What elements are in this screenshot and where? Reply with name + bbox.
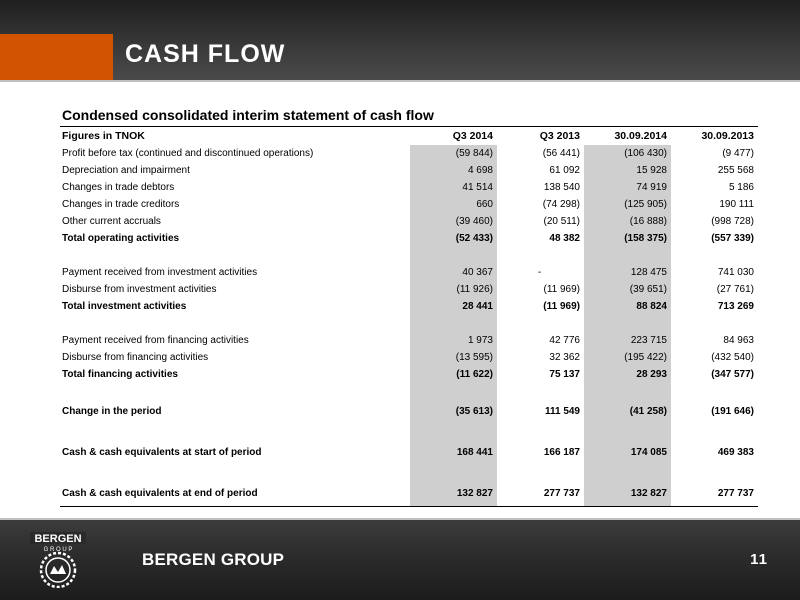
- cell-ytd-2013: 5 186: [728, 182, 754, 193]
- cash-flow-table: [60, 127, 758, 507]
- cell-ytd-2013: (347 577): [711, 369, 754, 380]
- header-accent-block: [0, 34, 113, 80]
- cell-ytd-2013: (191 646): [711, 406, 754, 417]
- cell-q3-2014: (13 595): [410, 349, 497, 366]
- spacer-row: [60, 424, 758, 441]
- cell-q3-2014: (59 844): [410, 145, 497, 162]
- header-divider: [0, 80, 800, 82]
- spacer-row: [60, 315, 758, 332]
- table-row: [60, 145, 758, 162]
- row-label: Change in the period: [62, 406, 162, 417]
- cell-ytd-2013: 713 269: [717, 301, 754, 312]
- cell-q3-2014: 168 441: [410, 441, 497, 465]
- table-row: [60, 179, 758, 196]
- cell-ytd-2014: (125 905): [584, 196, 671, 213]
- cell-q3-2014: (52 433): [410, 230, 497, 247]
- table-row: [60, 162, 758, 179]
- cell-ytd-2014: 74 919: [584, 179, 671, 196]
- row-label: Total operating activities: [62, 233, 180, 244]
- cell-ytd-2013: (998 728): [711, 216, 754, 227]
- cell-q3-2014: 40 367: [410, 264, 497, 281]
- cell-q3-2014: 41 514: [410, 179, 497, 196]
- cell-q3-2014: (35 613): [410, 400, 497, 424]
- table-row: [60, 349, 758, 366]
- cell-q3-2013: 277 737: [497, 482, 584, 507]
- row-label: Payment received from investment activities: [62, 267, 258, 278]
- cell-q3-2014: 28 441: [410, 298, 497, 315]
- cell-q3-2013: 166 187: [543, 447, 580, 458]
- page-number: 11: [750, 551, 768, 568]
- cell-q3-2013: (11 969): [543, 301, 580, 312]
- table-header-row: [60, 127, 758, 145]
- table-row: [60, 264, 758, 281]
- table-row: [60, 213, 758, 230]
- end-cash-row: [60, 482, 758, 507]
- spacer-row: [60, 247, 758, 264]
- cell-q3-2014: (11 622): [410, 366, 497, 383]
- row-label: Changes in trade debtors: [62, 182, 175, 193]
- cell-q3-2014: (11 926): [410, 281, 497, 298]
- brand-name: BERGEN GROUP: [142, 550, 285, 569]
- column-header-ytd-2014: 30.09.2014: [614, 129, 667, 142]
- cell-ytd-2014: (41 258): [584, 400, 671, 424]
- cell-ytd-2013: 277 737: [671, 482, 758, 507]
- table-row: [60, 332, 758, 349]
- cell-ytd-2013: (432 540): [711, 352, 754, 363]
- cell-ytd-2014: 223 715: [584, 332, 671, 349]
- spacer-row: [60, 383, 758, 400]
- table-row: [60, 196, 758, 213]
- column-header-ytd-2013: 30.09.2013: [701, 129, 754, 142]
- row-label: Depreciation and impairment: [62, 165, 190, 176]
- cell-ytd-2014: 28 293: [584, 366, 671, 383]
- cell-ytd-2014: (16 888): [584, 213, 671, 230]
- cell-q3-2014: (39 460): [410, 213, 497, 230]
- cell-ytd-2014: 174 085: [584, 441, 671, 465]
- column-header-q3-2013: Q3 2013: [539, 129, 580, 142]
- row-label: Total investment activities: [62, 301, 187, 312]
- cell-q3-2013: 61 092: [549, 165, 580, 176]
- cell-q3-2013: 111 549: [544, 406, 580, 417]
- cell-ytd-2014: 15 928: [584, 162, 671, 179]
- cell-q3-2013: (74 298): [542, 199, 580, 210]
- row-label: Total financing activities: [62, 369, 178, 380]
- spacer-row: [60, 465, 758, 482]
- total-row-financing: [60, 366, 758, 383]
- cell-ytd-2013: 255 568: [717, 165, 754, 176]
- cell-q3-2013: 48 382: [549, 233, 580, 244]
- column-header-q3-2014: Q3 2014: [452, 129, 493, 142]
- column-header-figures: Figures in TNOK: [62, 129, 145, 142]
- cell-ytd-2013: (27 761): [716, 284, 754, 295]
- row-label: Disburse from financing activities: [62, 352, 209, 363]
- cell-q3-2014: 660: [410, 196, 497, 213]
- cell-q3-2013: 32 362: [549, 352, 580, 363]
- cell-q3-2013: 138 540: [543, 182, 580, 193]
- start-cash-row: [60, 441, 758, 465]
- logo-text: BERGEN: [34, 533, 82, 545]
- row-label: Profit before tax (continued and discontinued operations): [62, 148, 314, 159]
- cell-ytd-2013: 741 030: [717, 267, 754, 278]
- table-title: Condensed consolidated interim statement of cash flow: [60, 104, 758, 127]
- cell-q3-2014: 4 698: [410, 162, 497, 179]
- total-row-operating: [60, 230, 758, 247]
- cell-ytd-2014: (158 375): [584, 230, 671, 247]
- bergen-group-logo-icon: [28, 530, 88, 588]
- row-label: Other current accruals: [62, 216, 161, 227]
- cell-ytd-2014: 88 824: [584, 298, 671, 315]
- cash-flow-statement: [60, 104, 758, 507]
- cell-q3-2013: (56 441): [542, 148, 580, 159]
- total-row-investment: [60, 298, 758, 315]
- cell-q3-2013: 42 776: [549, 335, 580, 346]
- cell-ytd-2014: 128 475: [584, 264, 671, 281]
- cell-ytd-2014: (106 430): [584, 145, 671, 162]
- footer-bar: [0, 520, 800, 600]
- row-label: Cash & cash equivalents at start of period: [62, 447, 262, 458]
- header-bar: [0, 0, 800, 80]
- cell-ytd-2013: 84 963: [723, 335, 754, 346]
- cell-q3-2013: (11 969): [543, 284, 580, 295]
- cell-q3-2014: 1 973: [410, 332, 497, 349]
- page-title: CASH FLOW: [125, 40, 286, 68]
- cell-ytd-2013: 469 383: [717, 447, 754, 458]
- row-label: Payment received from financing activities: [62, 335, 249, 346]
- cell-q3-2014: 132 827: [410, 482, 497, 507]
- row-label: Disburse from investment activities: [62, 284, 217, 295]
- cell-ytd-2014: 132 827: [584, 482, 671, 507]
- change-row: [60, 400, 758, 424]
- cell-q3-2013: -: [537, 267, 542, 278]
- cell-q3-2013: 75 137: [549, 369, 580, 380]
- cell-ytd-2014: (195 422): [584, 349, 671, 366]
- table-row: [60, 281, 758, 298]
- logo-subtext: G R O U P: [43, 547, 73, 553]
- cell-ytd-2013: (9 477): [722, 148, 754, 159]
- row-label: Changes in trade creditors: [62, 199, 180, 210]
- cell-ytd-2013: (557 339): [711, 233, 754, 244]
- cell-ytd-2014: (39 651): [584, 281, 671, 298]
- cell-q3-2013: (20 511): [543, 216, 580, 227]
- cell-ytd-2013: 190 111: [719, 199, 754, 210]
- row-label: Cash & cash equivalents at end of period: [60, 482, 410, 507]
